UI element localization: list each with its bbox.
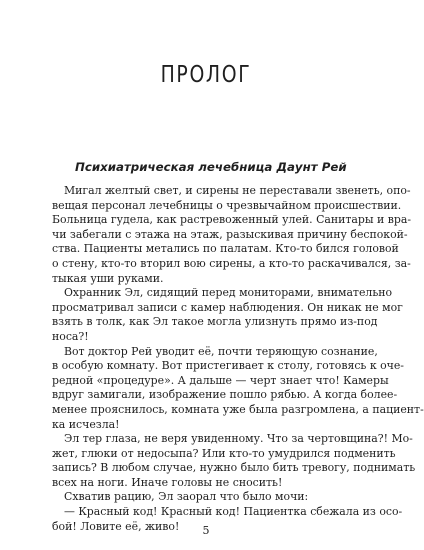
chapter-title: ПРОЛОГ — [160, 62, 252, 88]
text-line: вдруг замигали, изображение пошло рябью. А когда более- — [52, 388, 398, 402]
text-line: вещая персонал лечебницы о чрезвычайном происшествии. — [52, 198, 402, 212]
text-line: Больница гудела, как растревоженный улей. Санитары и вра- — [52, 213, 412, 227]
text-line: Схватив рацию, Эл заорал что было мочи: — [64, 490, 309, 504]
text-line: Вот доктор Рей уводит её, почти теряющую сознание, — [64, 344, 378, 358]
text-line: взять в толк, как Эл такое могла улизнуть прямо из-под — [52, 315, 378, 329]
text-line: тыкая уши руками. — [52, 271, 164, 285]
text-line: Охранник Эл, сидящий перед мониторами, внимательно — [64, 286, 393, 300]
text-line: в особую комнату. Вот пристегивает к столу, готовясь к оче- — [52, 359, 404, 373]
page-number: 5 — [202, 524, 210, 537]
text-line: запись? В любом случае, нужно было бить тревогу, поднимать — [52, 461, 416, 475]
text-line: о стену, кто-то вторил вою сирены, а кто-то раскачивался, за- — [52, 256, 411, 270]
text-line: — Красный код! Красный код! Пациентка сбежала из осо- — [64, 505, 403, 519]
text-line: Мигал желтый свет, и сирены не переставали звенеть, опо- — [64, 184, 411, 197]
text-line: Эл тер глаза, не веря увиденному. Что за чертовщина?! Мо- — [64, 432, 413, 446]
body-text — [52, 184, 424, 534]
text-line: ка исчезла! — [52, 417, 120, 431]
text-line: бой! Ловите её, живо! — [52, 519, 180, 533]
text-line: менее прояснилось, комната уже была разгромлена, а пациент- — [52, 402, 424, 416]
text-line: чи забегали с этажа на этаж, разыскивая причину беспокой- — [52, 227, 408, 241]
text-line: просматривал записи с камер наблюдения. Он никак не мог — [52, 300, 403, 314]
text-line: жет, глюки от недосыпа? Или кто-то умудрился подменить — [52, 446, 396, 460]
text-line: носа?! — [52, 329, 89, 343]
text-line: всех на ноги. Иначе головы не сносить! — [52, 475, 283, 489]
text-line: редной «процедуре». А дальше — черт знает что! Камеры — [52, 373, 389, 387]
section-title: Психиатрическая лечебница Даунт Рей — [75, 160, 347, 174]
text-line: ства. Пациенты метались по палатам. Кто-то бился головой — [52, 242, 399, 256]
